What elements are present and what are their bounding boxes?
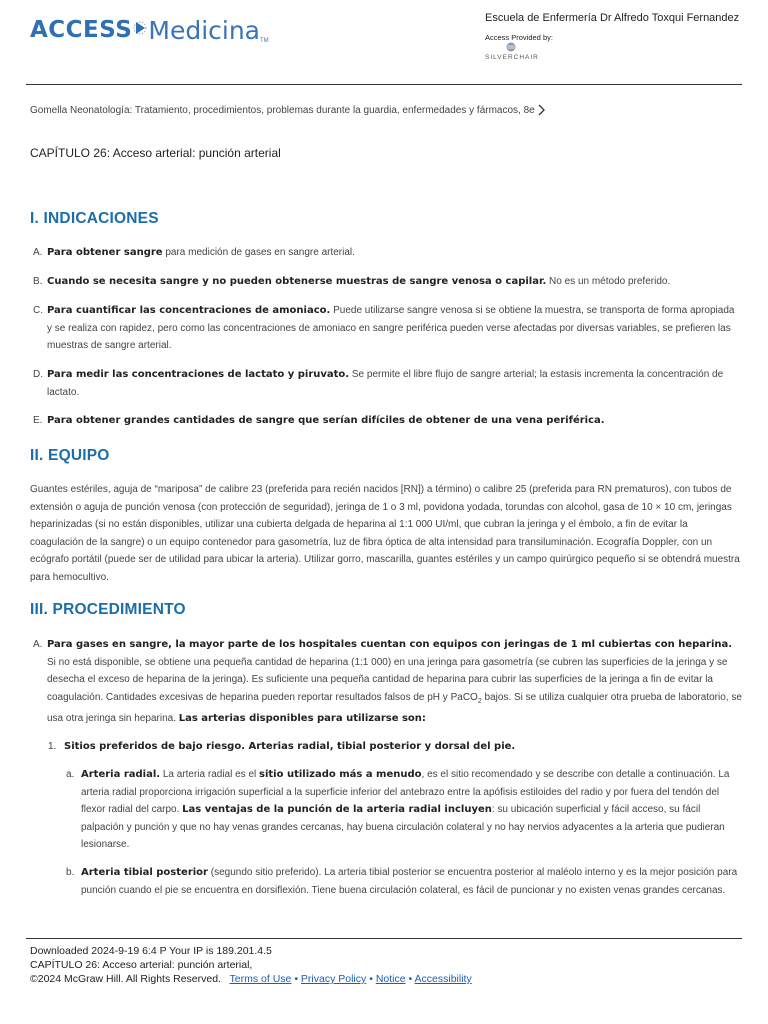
list-marker: 1. — [48, 741, 57, 752]
item-bold-text: Arteria tibial posterior — [81, 867, 208, 878]
privacy-policy-link[interactable]: Privacy Policy — [300, 973, 367, 985]
accessmedicina-logo[interactable] — [30, 10, 269, 50]
lettered-item — [66, 864, 742, 899]
item-bold-text: Para cuantificar las concentraciones de amoniaco. — [47, 305, 331, 316]
chapter-title: CAPÍTULO 26: Acceso arterial: punción arterial — [30, 146, 281, 160]
section-heading-indicaciones: I. INDICACIONES — [30, 210, 159, 227]
section-heading-procedimiento: III. PROCEDIMIENTO — [30, 601, 186, 618]
list-item — [30, 302, 742, 355]
header-divider — [26, 84, 742, 85]
silverchair-text: SILVERCHAIR — [485, 54, 539, 61]
list-marker: A. — [33, 247, 43, 258]
footer-legal-line — [30, 972, 472, 986]
item-bold-text: Arteria radial. — [81, 769, 161, 780]
list-item — [30, 636, 742, 728]
institution-name: Escuela de Enfermería Dr Alfredo Toxqui Fernandez — [485, 12, 740, 24]
link-separator: • — [294, 973, 298, 985]
page-footer — [30, 944, 472, 986]
access-provided-label: Access Provided by: — [485, 33, 553, 42]
footer-divider — [26, 938, 742, 939]
numbered-item — [48, 738, 742, 756]
list-item — [30, 412, 742, 430]
subscript: 2 — [477, 697, 482, 705]
download-info: Downloaded 2024-9-19 6:4 P Your IP is 189.201.4.5 — [30, 945, 272, 957]
item-bold-text: Las arterias disponibles para utilizarse son: — [178, 713, 426, 724]
list-marker: B. — [33, 276, 43, 287]
item-text: Puede utilizarse sangre venosa si se obtiene la muestra, se transporta de forma apropiada y se realiza con rapidez, pero como las concentraciones de amoniaco en sangre periférica pueden verse afectadas por diversas variables, se prefieren las muestras de sangre arterial. — [47, 305, 735, 351]
item-bold-text: Para obtener sangre — [47, 247, 163, 258]
item-bold-text: Para gases en sangre, la mayor parte de los hospitales cuentan con equipos con jeringas de 1 ml cubiertas con heparina. — [47, 639, 733, 650]
item-text: bajos. Si se utiliza cualquier otra prueba de laboratorio, se usa otra jeringa sin heparina. — [47, 691, 742, 724]
terms-of-use-link[interactable]: Terms of Use — [229, 973, 292, 985]
silverchair-mark-icon — [505, 42, 517, 52]
item-text: para medición de gases en sangre arterial. — [162, 247, 355, 258]
list-item — [30, 366, 742, 401]
item-bold-text: sitio utilizado más a menudo — [259, 769, 422, 780]
list-marker: a. — [66, 769, 75, 780]
list-marker: A. — [33, 639, 43, 650]
link-separator: • — [369, 973, 373, 985]
list-marker: E. — [33, 415, 43, 426]
item-bold-text: Cuando se necesita sangre y no pueden obtenerse muestras de sangre venosa o capilar. — [47, 276, 547, 287]
notice-link[interactable]: Notice — [375, 973, 406, 985]
logo-medicina-text: Medicina — [148, 15, 260, 45]
logo-arrow-icon — [133, 17, 147, 44]
list-marker: C. — [33, 305, 43, 316]
chevron-right-icon[interactable] — [537, 104, 545, 116]
breadcrumb-book-title[interactable]: Gomella Neonatología: Tratamiento, procedimientos, problemas durante la guardia, enfermedades y fármacos, 8e — [30, 104, 535, 116]
accessibility-link[interactable]: Accessibility — [414, 973, 472, 985]
equipment-paragraph: Guantes estériles, aguja de “mariposa” de calibre 23 (preferida para recién nacidos [RN]) a término) o calibre 25 (preferida para RN prematuros), con tubos de extensión o aguja de punción venosa (con protección de seguridad), jeringa de 1 o 3 ml, povidona yodada, torundas con alcohol, gasa de 10 × 10 cm, jeringas heparinizadas (si no están disponibles, utilizar una cubierta delgada de heparina al 1:1 000 UI/ml, que cubran la jeringa y el émbolo, a fin de evitar la coagulación de la sangre) o un equipo contenedor para gasometría, luz de fibra óptica de alta intensidad para transiluminación. Ecografía Doppler, con un ecógrafo portátil (puede ser de utilidad para ubicar la arteria). Utilizar gorro, mascarilla, guantes estériles y un campo quirúrgico pequeño si se obtendrá muestra para hemocultivo. — [30, 484, 740, 583]
breadcrumb[interactable] — [30, 104, 545, 116]
item-text: Si no está disponible, se obtiene una pequeña cantidad de heparina (1:1 000) en una jeringa para gasometría (se cubren las superficies de la jeringa y se desecha el exceso de heparina de la jeringa). Es suficiente una pequeña cantidad de heparina para cubrir las superficies de la jeringa a fin de evitar la coagulación. Cantidades excesivas de heparina pueden reportar resultados falsos de pH y PaCO — [47, 656, 728, 703]
logo-trademark: TM — [260, 38, 269, 44]
item-text: (segundo sitio preferido). La arteria tibial posterior se encuentra posterior al maléolo interno y es la mejor posición para punción cuando el pie se encuentra en dorsiflexión. Tiene buena circulación colateral, es fácil de puncionar y no existen venas grandes cercanas. — [81, 867, 738, 896]
list-marker: D. — [33, 369, 43, 380]
logo-access-text: ACCESS — [30, 17, 133, 43]
item-bold-text: Sitios preferidos de bajo riesgo. Arterias radial, tibial posterior y dorsal del pie. — [64, 741, 516, 752]
item-text: , es el sitio recomendado y se describe con detalle a continuación. La arteria radial proporciona irrigación superficial a la superficie inferior del antebrazo entre la apófisis estiloides del radio y por fuera del tendón del flexor radial del carpo. — [81, 769, 730, 815]
list-item — [30, 244, 742, 262]
footer-chapter: CAPÍTULO 26: Acceso arterial: punción arterial, — [30, 959, 253, 971]
item-text: Se permite el libre flujo de sangre arterial; la estasis incrementa la concentración de lactato. — [47, 369, 724, 398]
list-item — [30, 273, 742, 291]
copyright-text: ©2024 McGraw Hill. All Rights Reserved. — [30, 973, 221, 985]
page-header — [0, 0, 768, 84]
item-bold-text: Las ventajas de la punción de la arteria radial incluyen — [182, 804, 492, 815]
lettered-item — [66, 766, 742, 854]
section-heading-equipo: II. EQUIPO — [30, 447, 110, 464]
item-text: La arteria radial es el — [160, 769, 260, 780]
silverchair-logo — [485, 42, 545, 66]
item-text: : su ubicación superficial y fácil acceso, su fácil palpación y punción y que no hay venas grandes cercanas, hay buena circulación colateral y no hay nervios adyacentes a la arteria que pudieran lesionarse. — [81, 804, 725, 850]
list-marker: b. — [66, 867, 75, 878]
item-text: No es un método preferido. — [546, 276, 671, 287]
link-separator: • — [408, 973, 413, 985]
item-bold-text: Para medir las concentraciones de lactato y piruvato. — [47, 369, 350, 380]
item-bold-text: Para obtener grandes cantidades de sangre que serían difíciles de obtener de una vena periférica. — [47, 415, 605, 426]
